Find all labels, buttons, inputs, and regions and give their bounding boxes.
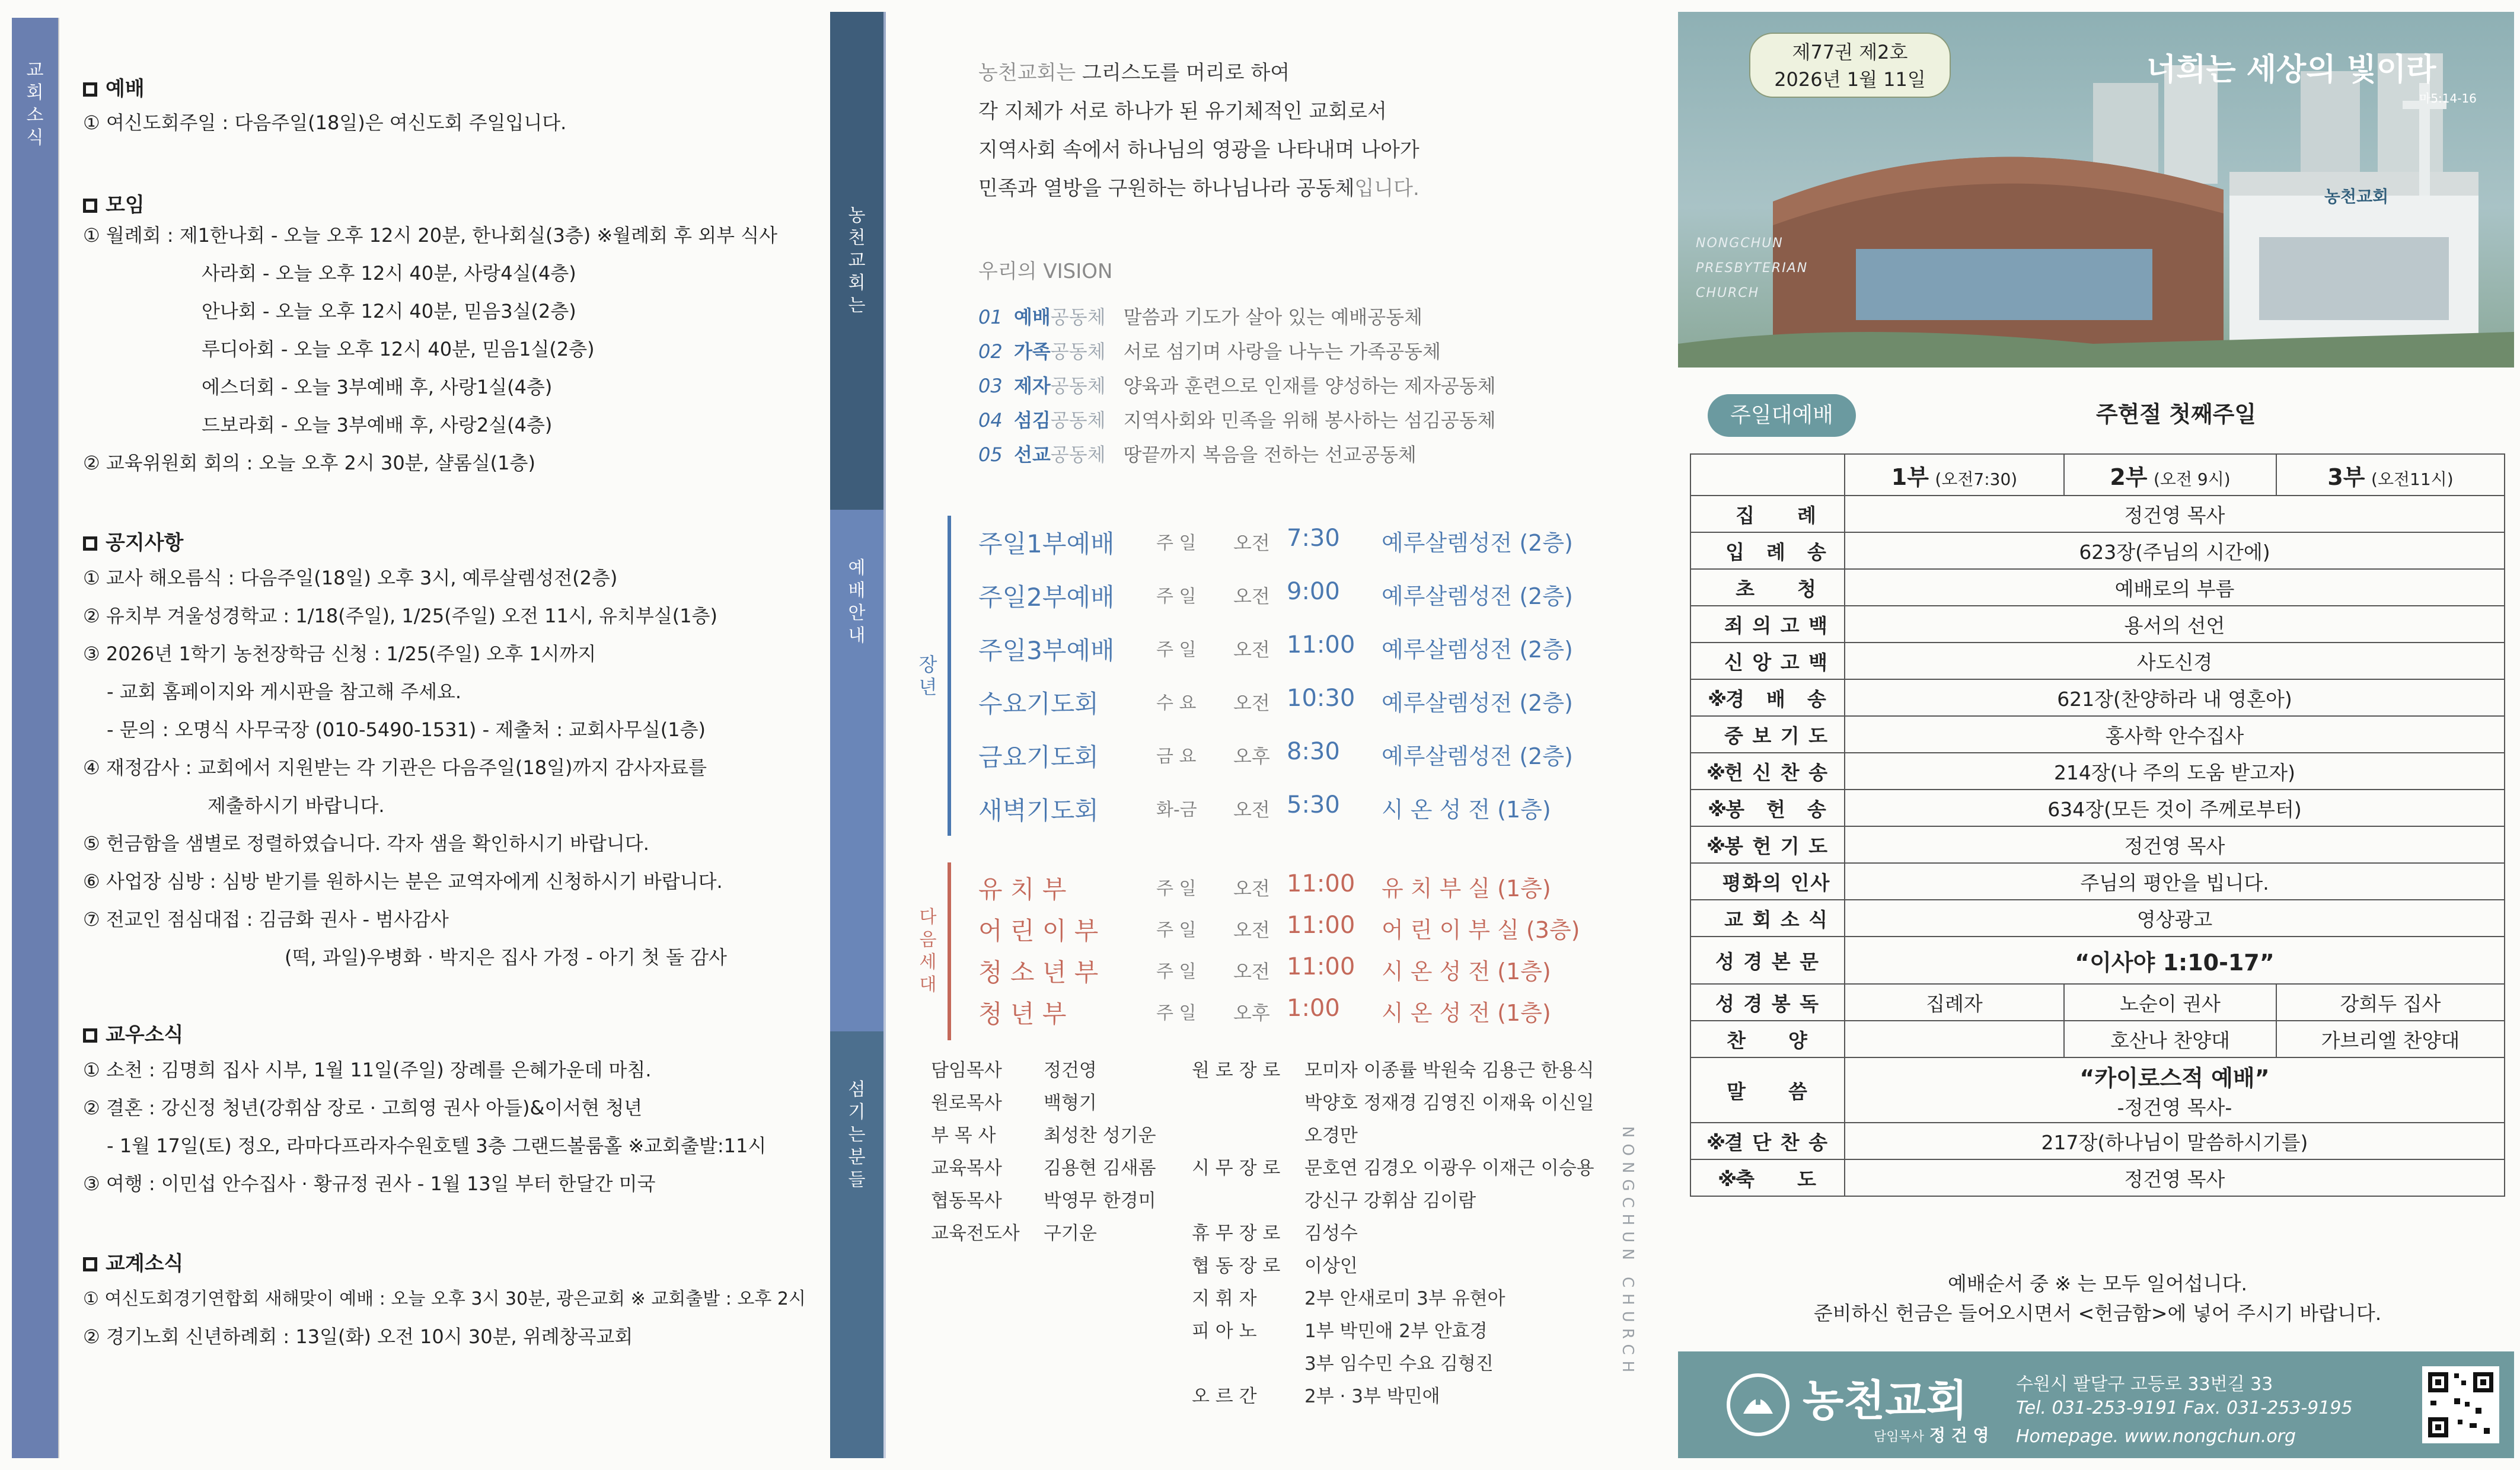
footnote-offering: 준비하신 헌금은 들어오시면서 <헌금함>에 넣어 주시기 바랍니다. <box>1813 1302 2382 1325</box>
nextgen-bar <box>948 862 951 1040</box>
service-name: 수요기도회 <box>978 689 1099 718</box>
tab-char: 회 <box>848 273 866 293</box>
staff-row: 교육전도사 구기운 <box>931 1223 1097 1244</box>
service-ampm: 오전 <box>1233 798 1270 821</box>
service-row <box>978 791 1607 825</box>
staff-row: 교육목사 김용현 김새롬 <box>931 1158 1156 1179</box>
order-label: ※헌 신 찬 송 <box>1690 753 1845 790</box>
service-place: 시 온 성 전 (1층) <box>1382 797 1551 823</box>
church-news-panel <box>59 0 830 1470</box>
nextgen-row <box>978 912 1607 945</box>
member-news-line: ② 결혼 : 강신정 청년(강휘삼 장로 · 고희영 권사 아들)&이서현 청년 <box>83 1097 643 1119</box>
intro-line: 지역사회 속에서 하나님의 영광을 나타내며 나아가 <box>978 138 1420 162</box>
service-name: 유 치 부 <box>978 875 1067 904</box>
worship-line: ① 여신도회주일 : 다음주일(18일)은 여신도회 주일입니다. <box>83 111 567 134</box>
footer-tel: Tel. 031-253-9191 Fax. 031-253-9195 <box>2016 1398 2353 1418</box>
service-ampm: 오전 <box>1233 692 1270 714</box>
service-day: 주 일 <box>1156 586 1197 607</box>
order-row <box>1690 606 2505 643</box>
order-label: ※결 단 찬 송 <box>1690 1123 1845 1159</box>
issue-info-box <box>1749 33 1951 98</box>
service-name: 주일1부예배 <box>978 529 1115 558</box>
staff-row: 지 휘 자 2부 안새로미 3부 유현아 <box>1192 1288 1505 1309</box>
order-row <box>1690 826 2505 863</box>
notice-line: ③ 2026년 1학기 농천장학금 신청 : 1/25(주일) 오후 1시까지 <box>83 643 596 665</box>
service-place: 유 치 부 실 (1층) <box>1382 875 1551 902</box>
order-value: 정건영 목사 <box>1845 826 2505 863</box>
service-day: 주 일 <box>1156 920 1197 941</box>
photo-caption: NONGCHUN PRESBYTERIAN CHURCH <box>1696 236 1808 301</box>
service-day: 주 일 <box>1156 1003 1197 1024</box>
tab-char: 다 <box>919 907 937 928</box>
member-news-line: ③ 여행 : 이민섭 안수집사 · 황규정 권사 - 1월 13일 부터 한달간 미국 <box>83 1172 656 1195</box>
service-name: 주일2부예배 <box>978 583 1115 612</box>
order-label: 평화의 인사 <box>1690 863 1845 900</box>
tab-char: 농 <box>848 205 866 226</box>
service-ampm: 오전 <box>1233 919 1270 941</box>
service-ampm: 오전 <box>1233 532 1270 554</box>
bulletin-cover-panel <box>1678 0 2520 1470</box>
staff-row: 협 동 장 로 이상인 <box>1192 1255 1358 1277</box>
member-news-line: - 1월 17일(토) 정오, 라마다프라자수원호텔 3층 그랜드볼룸홀 ※교회출발:11시 <box>107 1135 767 1157</box>
service-time: 9:00 <box>1287 578 1340 605</box>
staff-row: 협동목사 박영무 한경미 <box>931 1190 1156 1212</box>
slogan-reference: 마5:14-16 <box>2419 91 2477 106</box>
intro-line: 농천교회는 그리스도를 머리로 하여 <box>978 61 1290 85</box>
tab-char: 예 <box>848 558 866 579</box>
service-ampm: 오후 <box>1233 1002 1270 1024</box>
tab-about-church <box>830 12 883 510</box>
service-place: 예루살렘성전 (2층) <box>1382 583 1573 609</box>
side-text: NONGCHUN CHURCH <box>1619 1126 1637 1379</box>
footer-pastor: 담임목사 정 건 영 <box>1874 1426 1989 1445</box>
staff-row: 원 로 장 로 모미자 이종률 박원숙 김용근 한용식 <box>1192 1060 1594 1081</box>
service-place: 예루살렘성전 (2층) <box>1382 637 1573 663</box>
notice-line: ⑥ 사업장 심방 : 심방 받기를 원하시는 분은 교역자에게 신청하시기 바랍니다. <box>83 870 723 893</box>
staff-row: 오 르 간 2부 · 3부 박민애 <box>1192 1386 1440 1407</box>
label-adults <box>913 640 943 711</box>
meeting-line: 루디아회 - 오늘 오후 12시 40분, 믿음1실(2층) <box>202 338 595 360</box>
service-time: 11:00 <box>1287 870 1355 897</box>
notice-line: 제출하시기 바랍니다. <box>208 794 385 817</box>
nextgen-row <box>978 953 1607 987</box>
sermon-preacher: -정건영 목사- <box>2117 1096 2232 1119</box>
service-times-row: 1부 (오전7:30) 2부 (오전 9시) 3부 (오전11시) <box>1690 454 2505 496</box>
vision-item: 03 제자공동체 양육과 훈련으로 인재를 양성하는 제자공동체 <box>978 375 1496 397</box>
section-notices-heading: 공지사항 <box>83 526 183 555</box>
order-row <box>1690 569 2505 606</box>
order-row <box>1690 679 2505 716</box>
date-text: 2026년 1월 11일 <box>1774 68 1926 91</box>
tab-char: 분 <box>848 1147 866 1168</box>
tab-church-news <box>12 18 58 1458</box>
notice-line: ① 교사 해오름식 : 다음주일(18일) 오후 3시, 예루살렘성전(2층) <box>83 567 618 589</box>
vision-item: 05 선교공동체 땅끝까지 복음을 전하는 선교공동체 <box>978 443 1417 466</box>
staff-row: 담임목사 정건영 <box>931 1060 1097 1081</box>
section-worship-heading: 예배 <box>83 72 145 101</box>
order-value: 621장(찬양하라 내 영혼아) <box>1845 679 2505 716</box>
service-name: 새벽기도회 <box>978 796 1099 825</box>
tab-char: 대 <box>919 974 937 995</box>
meeting-line: 사라회 - 오늘 오후 12시 40분, 사랑4실(4층) <box>202 262 576 285</box>
order-label: 입 례 송 <box>1690 532 1845 569</box>
vision-item: 04 섬김공동체 지역사회와 민족을 위해 봉사하는 섬김공동체 <box>978 409 1496 432</box>
service-name: 주일3부예배 <box>978 636 1115 665</box>
order-value: 사도신경 <box>1845 643 2505 679</box>
service-day: 주 일 <box>1156 961 1197 982</box>
slogan: 너희는 세상의 빛이라 <box>2146 52 2436 88</box>
service-time: 1:00 <box>1287 995 1340 1022</box>
member-news-line: ① 소천 : 김명희 집사 시부, 1월 11일(주일) 장례를 은혜가운데 마침. <box>83 1059 652 1081</box>
service-place: 어 린 이 부 실 (3층) <box>1382 917 1580 943</box>
notice-line: ⑦ 전교인 점심대접 : 김금화 권사 - 범사감사 <box>83 908 449 931</box>
order-row <box>1690 532 2505 569</box>
footer-address: 수원시 팔달구 고등로 33번길 33 <box>2016 1374 2273 1395</box>
service-day: 주 일 <box>1156 878 1197 899</box>
meeting-line: 안나회 - 오늘 오후 12시 40분, 믿음3실(2층) <box>202 300 576 322</box>
service-ampm: 오전 <box>1233 960 1270 983</box>
order-label: ※축 도 <box>1690 1159 1845 1196</box>
meeting-line: ② 교육위원회 회의 : 오늘 오후 2시 30분, 샬롬실(1층) <box>83 452 535 474</box>
footnote-standing: 예배순서 중 ※ 는 모두 일어섭니다. <box>1947 1272 2247 1295</box>
order-label: 집 례 <box>1690 496 1845 532</box>
order-row <box>1690 1123 2505 1159</box>
service-name: 청 년 부 <box>978 999 1067 1028</box>
tab-char: 들 <box>848 1169 866 1190</box>
order-value: 정건영 목사 <box>1845 496 2505 532</box>
notice-line: ② 유치부 겨울성경학교 : 1/18(주일), 1/25(주일) 오전 11시, 유치부실(1층) <box>83 605 718 627</box>
order-row <box>1690 900 2505 937</box>
vision-item: 01 예배공동체 말씀과 기도가 살아 있는 예배공동체 <box>978 306 1422 328</box>
tab-char: 배 <box>848 580 866 601</box>
service-place: 시 온 성 전 (1층) <box>1382 1000 1551 1026</box>
service-row <box>978 525 1607 558</box>
tab-char: 음 <box>919 929 937 950</box>
order-row <box>1690 1159 2505 1196</box>
service-time: 11:00 <box>1287 631 1355 659</box>
nextgen-row <box>978 995 1607 1028</box>
scripture-row: 성 경 본 문 “이사야 1:10-17” <box>1690 937 2505 984</box>
service-name: 금요기도회 <box>978 743 1099 772</box>
service-place: 예루살렘성전 (2층) <box>1382 690 1573 716</box>
service-row <box>978 738 1607 772</box>
order-label: 중 보 기 도 <box>1690 716 1845 753</box>
tab-char: 소 <box>26 105 44 126</box>
order-value: 예배로의 부름 <box>1845 569 2505 606</box>
about-and-guide-panel <box>878 0 1637 1470</box>
service-time: 11:00 <box>1287 912 1355 939</box>
order-row <box>1690 863 2505 900</box>
tab-char: 안 <box>848 603 866 624</box>
service-place: 시 온 성 전 (1층) <box>1382 958 1551 985</box>
nextgen-row <box>978 870 1607 904</box>
service-place: 예루살렘성전 (2층) <box>1382 530 1573 556</box>
tab-char: 는 <box>848 1124 866 1145</box>
order-label: ※경 배 송 <box>1690 679 1845 716</box>
tab-char: 천 <box>848 228 866 248</box>
order-value: 623장(주님의 시간에) <box>1845 532 2505 569</box>
sunday-service-badge: 주일대예배 <box>1708 394 1856 437</box>
service-row <box>978 685 1607 718</box>
label-next-generation <box>913 901 943 1002</box>
tab-char: 년 <box>918 676 937 698</box>
staff-row: 휴 무 장 로 김성수 <box>1192 1223 1358 1244</box>
vision-title: 우리의 VISION <box>978 260 1113 283</box>
tab-char: 식 <box>26 127 44 148</box>
section-meetings-heading: 모임 <box>83 188 145 218</box>
notice-line: ⑤ 헌금함을 샘별로 정렬하였습니다. 각자 샘을 확인하시기 바랍니다. <box>83 832 649 855</box>
volume-text: 제77권 제2호 <box>1792 41 1908 63</box>
order-row <box>1690 753 2505 790</box>
section-members-heading: 교우소식 <box>83 1018 183 1047</box>
service-ampm: 오전 <box>1233 877 1270 900</box>
church-logo-icon <box>1725 1372 1791 1437</box>
intro-line: 각 지체가 서로 하나가 된 유기체적인 교회로서 <box>978 100 1387 123</box>
jangnyeon-bar <box>948 516 951 836</box>
order-value: 217장(하나님이 말씀하시기를) <box>1845 1123 2505 1159</box>
order-row <box>1690 496 2505 532</box>
order-label: 교 회 소 식 <box>1690 900 1845 937</box>
staff-row: 피 아 노 1부 박민애 2부 안효경 <box>1192 1321 1488 1342</box>
staff-row: 강신구 강휘삼 김이람 <box>1304 1190 1476 1212</box>
tab-char: 섬 <box>848 1079 866 1100</box>
staff-row: 원로목사 백형기 <box>931 1092 1097 1114</box>
tab-char: 회 <box>26 82 44 103</box>
staff-row: 시 무 장 로 문호연 김경오 이광우 이재근 이승용 <box>1192 1158 1594 1179</box>
day-title: 주현절 첫째주일 <box>2095 401 2257 427</box>
order-value: 214장(나 주의 도움 받고자) <box>1845 753 2505 790</box>
order-row <box>1690 716 2505 753</box>
service-row <box>978 631 1607 665</box>
tab-servants <box>830 1031 883 1458</box>
staff-row: 박양호 정재경 김영진 이재육 이신일 <box>1304 1092 1594 1114</box>
notice-line: - 교회 홈페이지와 게시판을 참고해 주세요. <box>107 680 462 703</box>
service-day: 주 일 <box>1156 640 1197 660</box>
meeting-line: ① 월례회 : 제1한나회 - 오늘 오후 12시 20분, 한나회실(3층) ※월례회 후 외부 식사 <box>83 224 778 247</box>
tab-char: 교 <box>848 250 866 271</box>
order-label: 죄 의 고 백 <box>1690 606 1845 643</box>
praise-row: 찬 양 호산나 찬양대 가브리엘 찬양대 <box>1690 1021 2505 1057</box>
service-time: 5:30 <box>1287 791 1340 819</box>
order-label: ※봉 헌 송 <box>1690 790 1845 826</box>
footer-bar <box>1678 1351 2514 1458</box>
tab-char: 내 <box>848 625 866 646</box>
sermon-row: 말 씀 “카이로스적 예배” -정건영 목사- <box>1690 1057 2505 1123</box>
notice-line: - 문의 : 오명식 사무국장 (010-5490-1531) - 제출처 : 교회사무실(1층) <box>107 718 706 741</box>
staff-row: 오경만 <box>1304 1125 1358 1146</box>
intro-line: 민족과 열방을 구원하는 하나님나라 공동체입니다. <box>978 177 1420 200</box>
vision-item: 02 가족공동체 서로 섬기며 사랑을 나누는 가족공동체 <box>978 340 1441 363</box>
service-time: 7:30 <box>1287 525 1340 552</box>
church-sign: 농천교회 <box>2324 187 2389 206</box>
sermon-title: “카이로스적 예배” <box>2079 1065 2270 1091</box>
service-name: 어 린 이 부 <box>978 916 1099 945</box>
service-day: 주 일 <box>1156 533 1197 554</box>
tab-char: 세 <box>919 952 937 973</box>
service-time: 10:30 <box>1287 685 1355 712</box>
service-ampm: 오전 <box>1233 585 1270 608</box>
worship-order-table <box>1690 453 2505 1197</box>
order-value: 634장(모든 것이 주께로부터) <box>1845 790 2505 826</box>
service-ampm: 오후 <box>1233 745 1270 768</box>
order-value: 영상광고 <box>1845 900 2505 937</box>
notice-line: ④ 재정감사 : 교회에서 지원받는 각 기관은 다음주일(18일)까지 감사자료를 <box>83 756 707 779</box>
service-day: 화-금 <box>1156 800 1197 820</box>
staff-row: 3부 임수민 수요 김형진 <box>1304 1353 1494 1375</box>
order-value: 용서의 선언 <box>1845 606 2505 643</box>
service-time: 8:30 <box>1287 738 1340 765</box>
service-day: 수 요 <box>1156 693 1197 714</box>
service-row <box>978 578 1607 612</box>
church-news-line: ② 경기노회 신년하례회 : 13일(화) 오전 10시 30분, 위례창곡교회 <box>83 1325 633 1348</box>
order-value: 정건영 목사 <box>1845 1159 2505 1196</box>
section-churches-heading: 교계소식 <box>83 1247 183 1276</box>
order-label: ※봉 헌 기 도 <box>1690 826 1845 863</box>
service-ampm: 오전 <box>1233 638 1270 661</box>
tab-char: 교 <box>26 60 44 81</box>
meeting-line: 에스더회 - 오늘 3부예배 후, 사랑1실(4층) <box>202 376 553 398</box>
service-name: 청 소 년 부 <box>978 958 1099 987</box>
meeting-line: 드보라회 - 오늘 3부예배 후, 사랑2실(4층) <box>202 414 553 436</box>
service-time: 11:00 <box>1287 953 1355 980</box>
qr-code-icon[interactable] <box>2422 1366 2499 1443</box>
order-label: 초 청 <box>1690 569 1845 606</box>
tab-char: 장 <box>918 653 937 676</box>
order-value: 주님의 평안을 빕니다. <box>1845 863 2505 900</box>
service-place: 예루살렘성전 (2층) <box>1382 743 1573 769</box>
tab-char: 기 <box>848 1102 866 1123</box>
reading-row: 성 경 봉 독 집례자 노순이 권사 강희두 집사 <box>1690 984 2505 1021</box>
tab-char: 는 <box>848 295 866 316</box>
church-news-line: ① 여신도회경기연합회 새해맞이 예배 : 오늘 오후 3시 30분, 광은교회 ※ 교회출발 : 오후 2시 <box>83 1289 806 1309</box>
tab-worship-guide <box>830 510 883 1031</box>
staff-row: 부 목 사 최성찬 성기운 <box>931 1125 1156 1146</box>
notice-line: (떡, 과일)우병화 · 박지은 집사 가정 - 아기 첫 돌 감사 <box>285 946 727 969</box>
footer-homepage[interactable]: Homepage. www.nongchun.org <box>2016 1426 2296 1447</box>
service-day: 금 요 <box>1156 746 1197 767</box>
order-value: 홍사학 안수집사 <box>1845 716 2505 753</box>
order-row <box>1690 643 2505 679</box>
order-label: 신 앙 고 백 <box>1690 643 1845 679</box>
footer-church-name: 농천교회 <box>1803 1376 1968 1426</box>
order-row <box>1690 790 2505 826</box>
